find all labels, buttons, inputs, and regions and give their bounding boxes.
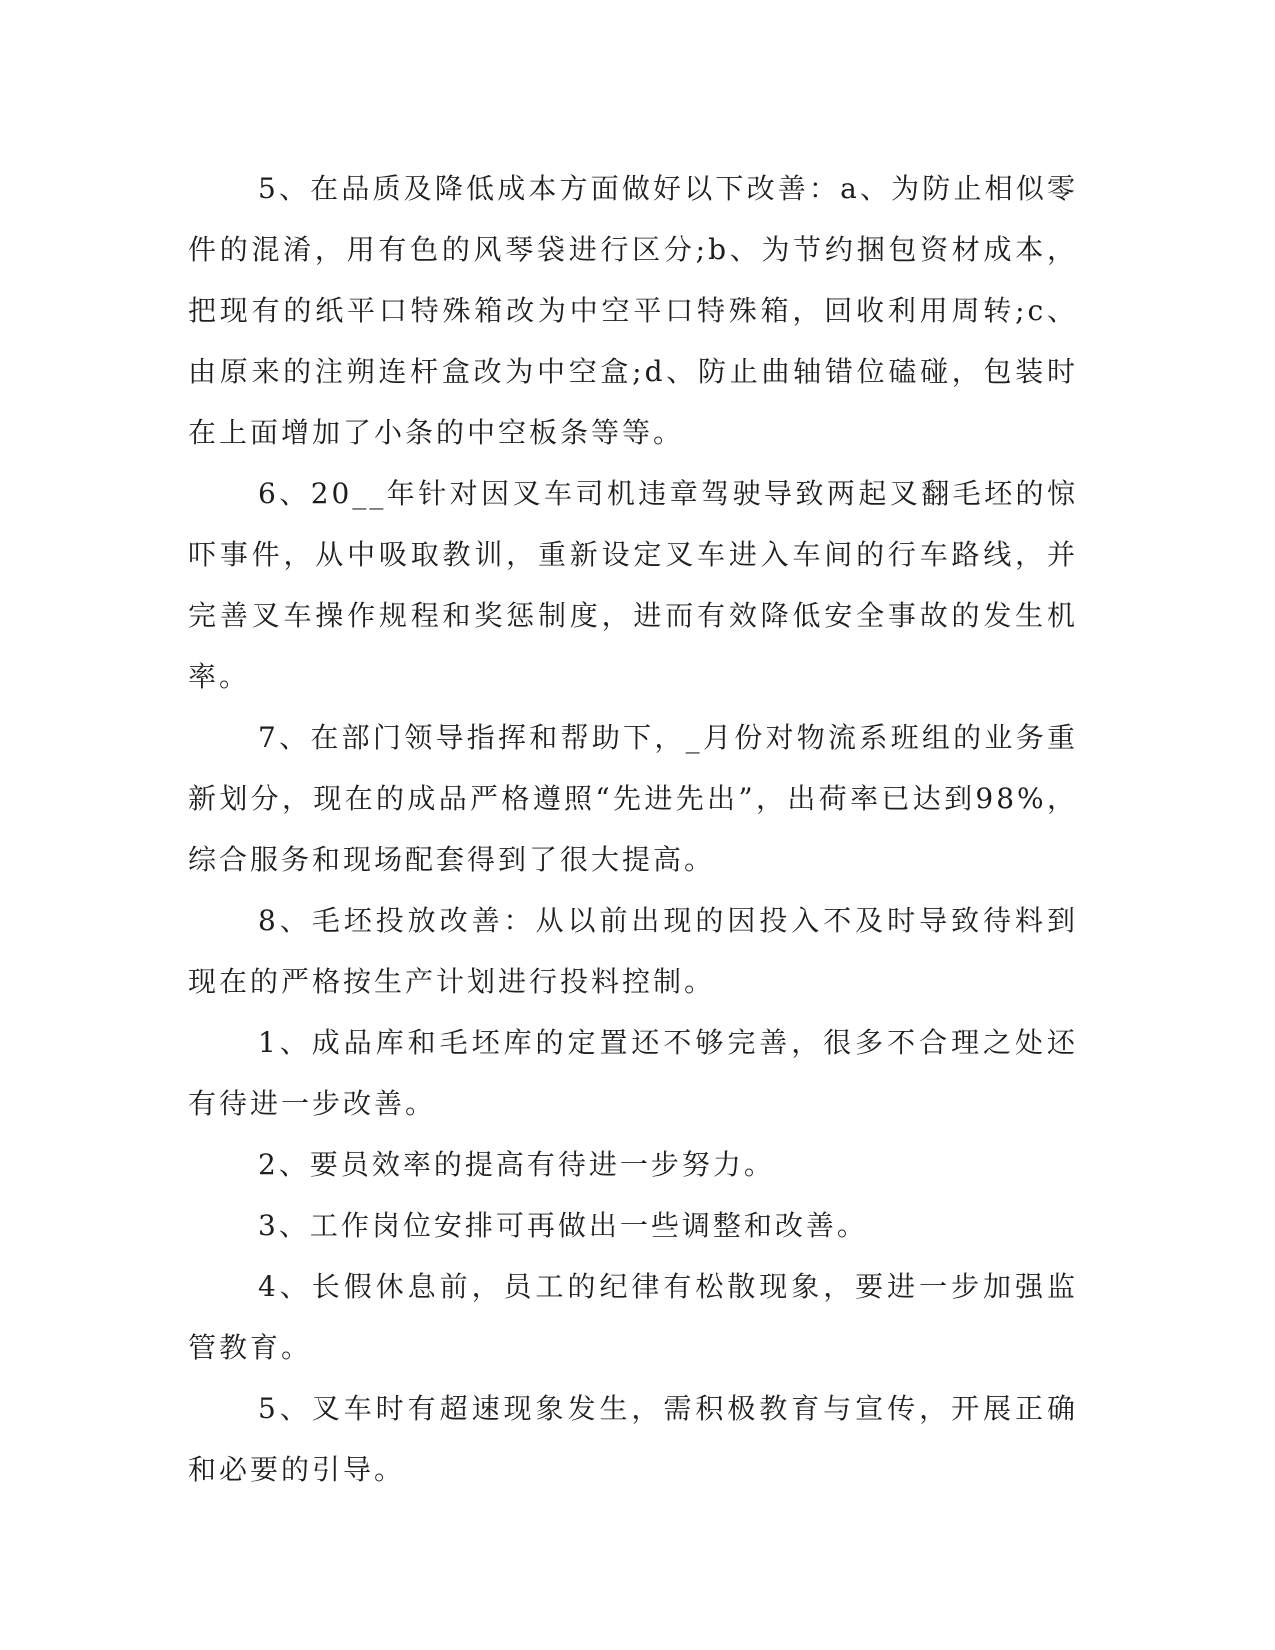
paragraph-warehouse-layout: 1、成品库和毛坯库的定置还不够完善，很多不合理之处还有待进一步改善。 <box>188 1026 1078 1120</box>
document-body <box>188 158 1078 1500</box>
paragraph-logistics-reorganization: 7、在部门领导指挥和帮助下，_月份对物流系班组的业务重新划分，现在的成品严格遵照“先进先出”，出荷率已达到98%，综合服务和现场配套得到了很大提高。 <box>188 721 1078 876</box>
paragraph-forklift-safety: 6、20__年针对因叉车司机违章驾驶导致两起叉翻毛坯的惊吓事件，从中吸取教训，重新设定叉车进入车间的行车路线，并完善叉车操作规程和奖惩制度，进而有效降低安全事故的发生机率。 <box>188 477 1078 693</box>
paragraph-job-arrangement: 3、工作岗位安排可再做出一些调整和改善。 <box>258 1209 868 1242</box>
paragraph-discipline: 4、长假休息前，员工的纪律有松散现象，要进一步加强监管教育。 <box>188 1270 1078 1364</box>
paragraph-forklift-speeding: 5、叉车时有超速现象发生，需积极教育与宣传，开展正确和必要的引导。 <box>188 1392 1078 1486</box>
paragraph-blank-feeding-improvement: 8、毛坯投放改善：从以前出现的因投入不及时导致待料到现在的严格按生产计划进行投料控制。 <box>188 904 1078 998</box>
paragraph-staff-efficiency: 2、要员效率的提高有待进一步努力。 <box>258 1148 775 1181</box>
paragraph-quality-cost-improvement: 5、在品质及降低成本方面做好以下改善：a、为防止相似零件的混淆，用有色的风琴袋进行区分;b、为节约捆包资材成本，把现有的纸平口特殊箱改为中空平口特殊箱，回收利用周转;c、由原来的注朔连杆盒改为中空盒;d、防止曲轴错位磕碰，包装时在上面增加了小条的中空板条等等。 <box>188 172 1078 449</box>
